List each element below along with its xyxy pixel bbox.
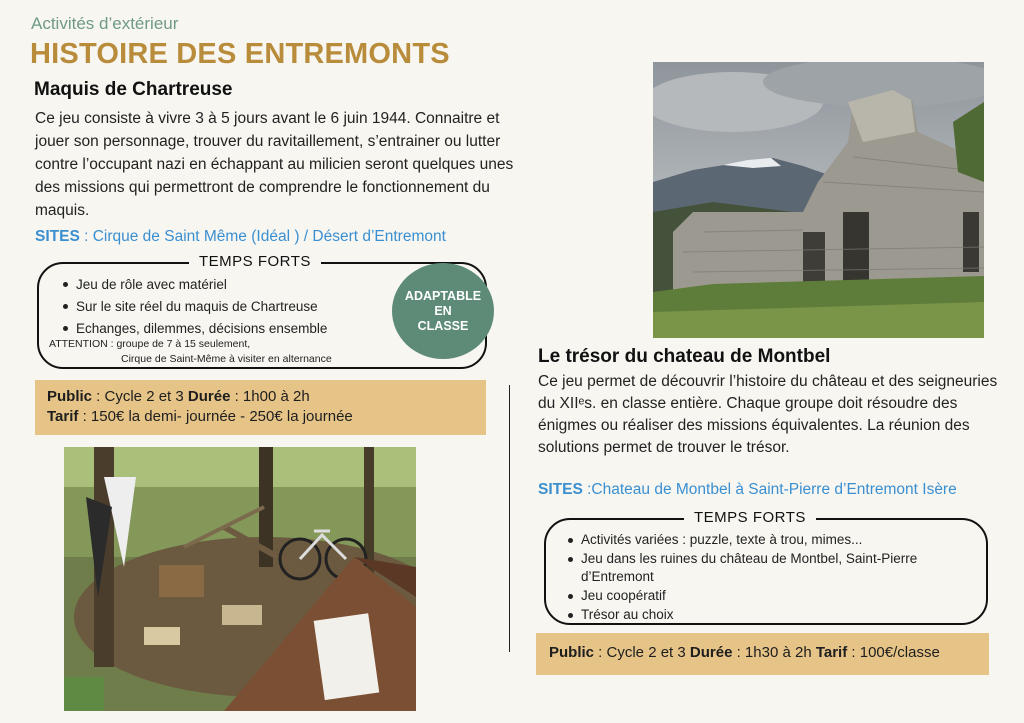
attention-note: ATTENTION : groupe de 7 à 15 seulement,	[49, 338, 251, 350]
tarif-value: : 150€ la demi- journée - 250€ la journée	[78, 408, 353, 425]
sites-value: : Cirque de Saint Même (Idéal ) / Désert d’Entremont	[79, 228, 446, 245]
section2-description: Ce jeu permet de découvrir l’histoire du château et des seigneuries du XIIᵉs. en classe entière. Chaque groupe doit résoudre des énigmes ou réaliser des missions équivalentes. La réunion des solutions permet de trouver le trésor.	[538, 373, 998, 456]
list-item: Jeu de rôle avec matériel	[61, 275, 327, 294]
section1-description: Ce jeu consiste à vivre 3 à 5 jours avant le 6 juin 1944. Connaitre et jouer son personnage, trouver du ravitaillement, s’entrainer ou lutter contre l’occupant nazi en échappant au milicien seront quelques unes des missions qui permettront de comprendre le fonctionnement du maquis.	[35, 110, 514, 219]
duree-value: : 1h00 à 2h	[230, 388, 310, 405]
temps-forts-list	[566, 531, 917, 625]
list-item: Jeu coopératif	[566, 587, 917, 605]
public-label: Public	[549, 644, 595, 661]
attention-note-cont: Cirque de Saint-Même à visiter en alternance	[121, 353, 332, 365]
badge-line: ADAPTABLE	[404, 288, 482, 303]
section2-title: Le trésor du chateau de Montbel	[538, 346, 831, 367]
public-value: : Cycle 2 et 3	[594, 644, 690, 661]
badge-line: CLASSE	[417, 318, 469, 333]
page-kicker: Activités d’extérieur	[31, 14, 179, 33]
public-label: Public	[47, 388, 93, 405]
list-item-cont: d’Entremont	[581, 569, 654, 584]
temps-forts-label: TEMPS FORTS	[684, 509, 816, 526]
tarif-label: Tarif	[815, 644, 848, 661]
public-value: : Cycle 2 et 3	[92, 388, 188, 405]
list-item: Activités variées : puzzle, texte à trou, mimes...	[566, 531, 917, 549]
list-item: Trésor au choix	[566, 606, 917, 624]
section1-info-box	[35, 380, 486, 435]
section2-sites	[538, 481, 957, 499]
list-item: Echanges, dilemmes, décisions ensemble	[61, 319, 327, 338]
section2-info-box	[536, 633, 989, 675]
montbel-castle-photo	[653, 62, 984, 338]
duree-value: : 1h30 à 2h	[732, 644, 816, 661]
page-title: HISTOIRE DES ENTREMONTS	[30, 38, 450, 70]
sites-label: SITES	[35, 228, 80, 245]
list-item: Sur le site réel du maquis de Chartreuse	[61, 297, 327, 316]
sites-label: SITES	[538, 481, 583, 498]
temps-forts-list	[61, 275, 327, 341]
section1-sites	[35, 228, 446, 246]
badge-line: EN	[434, 303, 452, 318]
section2-temps-forts-box	[544, 509, 988, 625]
maquis-camp-illustration	[64, 447, 416, 711]
castle-ruins-illustration	[653, 62, 984, 338]
duree-label: Durée	[187, 388, 231, 405]
column-divider	[509, 385, 510, 652]
list-item-text: Jeu dans les ruines du château de Montbel, Saint-Pierre	[581, 551, 918, 566]
adaptable-badge	[392, 263, 494, 359]
duree-label: Durée	[689, 644, 733, 661]
maquis-camp-photo	[64, 447, 416, 711]
tarif-label: Tarif	[47, 408, 79, 425]
list-item	[566, 550, 917, 586]
tarif-value: : 100€/classe	[847, 644, 940, 661]
section1-title: Maquis de Chartreuse	[34, 79, 233, 100]
sites-value: :Chateau de Montbel à Saint-Pierre d’Entremont Isère	[582, 481, 957, 498]
temps-forts-label: TEMPS FORTS	[189, 253, 321, 270]
